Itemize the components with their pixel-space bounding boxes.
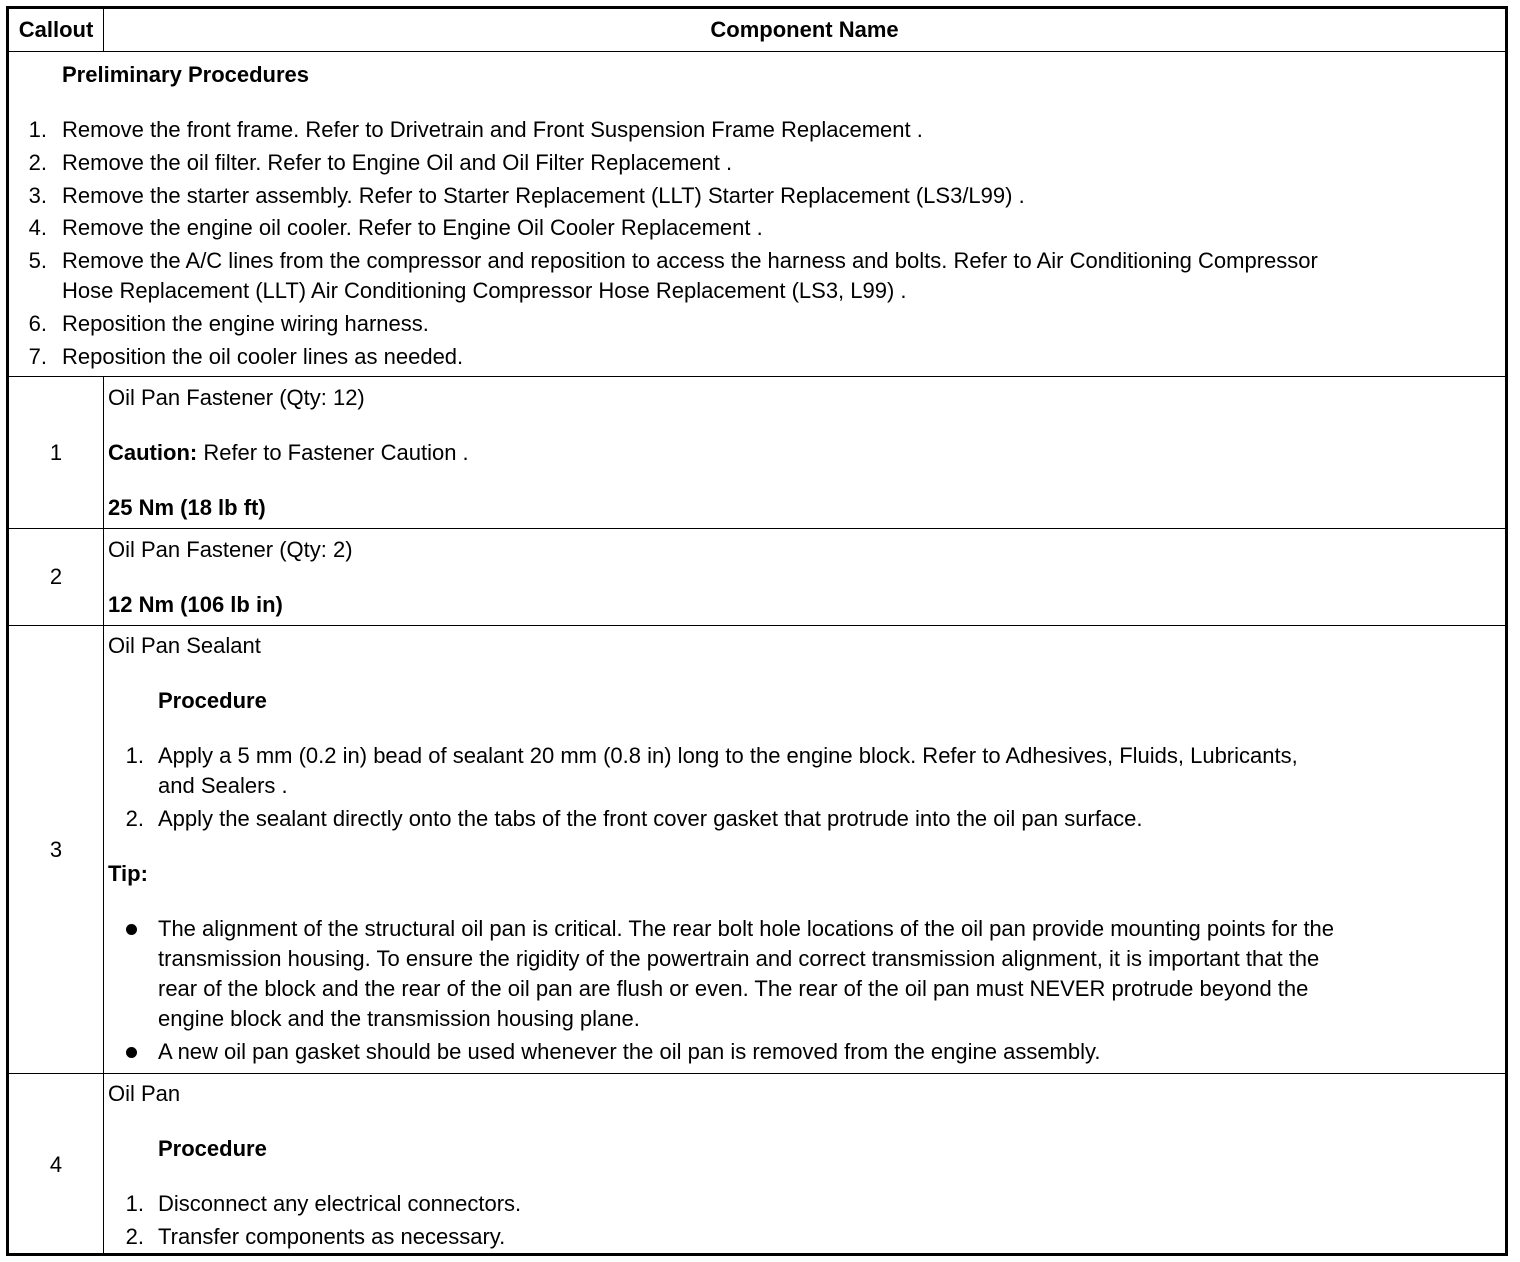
step-number: 5.	[28, 248, 47, 273]
component-cell	[104, 529, 1505, 625]
procedure-title: Procedure	[158, 688, 267, 713]
callout-number: 3	[9, 626, 104, 1073]
component-name: Oil Pan Fastener (Qty: 12)	[108, 385, 365, 410]
component-name: Oil Pan Sealant	[108, 633, 261, 658]
step-text: Transfer components as necessary.	[158, 1224, 506, 1249]
preliminary-title: Preliminary Procedures	[62, 62, 310, 87]
step-number: 2.	[28, 150, 47, 175]
step-text-continued: Hose Replacement (LLT) Air Conditioning Compressor Hose Replacement (LS3, L99) .	[62, 278, 907, 303]
bullet-icon	[126, 1047, 137, 1058]
step-text: Reposition the engine wiring harness.	[62, 311, 429, 336]
step-number: 1.	[125, 743, 144, 768]
step-number: 3.	[28, 183, 47, 208]
step-text: Remove the oil filter. Refer to Engine Oil and Oil Filter Replacement .	[62, 150, 733, 175]
component-name: Oil Pan	[108, 1081, 181, 1106]
callout-number: 4	[9, 1074, 104, 1256]
step-text: Disconnect any electrical connectors.	[158, 1191, 522, 1216]
caution-text: Refer to Fastener Caution .	[197, 440, 469, 465]
step-number: 4.	[28, 215, 47, 240]
step-text: Apply the sealant directly onto the tabs of the front cover gasket that protrude into the oil pan surface.	[158, 806, 1143, 831]
tip-text: A new oil pan gasket should be used whenever the oil pan is removed from the engine assembly.	[158, 1039, 1101, 1064]
table-row	[9, 528, 1505, 625]
step-text: Remove the A/C lines from the compressor and reposition to access the harness and bolts. Refer to Air Conditioning Compressor	[62, 248, 1318, 273]
component-name: Oil Pan Fastener (Qty: 2)	[108, 537, 353, 562]
caution-label: Caution:	[108, 440, 198, 465]
procedure-title: Procedure	[158, 1136, 267, 1161]
table-row	[9, 1073, 1505, 1256]
step-text: Remove the starter assembly. Refer to Starter Replacement (LLT) Starter Replacement (LS3/L99) .	[62, 183, 1025, 208]
step-number: 1.	[125, 1191, 144, 1216]
torque-spec: 12 Nm (106 lb in)	[108, 592, 283, 617]
tip-label: Tip:	[108, 861, 148, 886]
preliminary-procedures-row	[9, 51, 1505, 376]
component-cell	[104, 377, 1505, 528]
torque-spec: 25 Nm (18 lb ft)	[108, 495, 266, 520]
step-text: Reposition the oil cooler lines as needed.	[62, 344, 464, 369]
component-table	[6, 6, 1508, 1256]
table-row	[9, 625, 1505, 1073]
step-number: 2.	[125, 806, 144, 831]
tip-text-continued: transmission housing. To ensure the rigidity of the powertrain and correct transmission alignment, it is important that the	[158, 946, 1320, 971]
callout-column-header: Callout	[9, 9, 104, 51]
component-name-column-header: Component Name	[710, 17, 899, 42]
component-cell	[104, 626, 1505, 1073]
tip-text-continued: engine block and the transmission housing plane.	[158, 1006, 640, 1031]
tip-text: The alignment of the structural oil pan is critical. The rear bolt hole locations of the oil pan provide mounting points for the	[158, 916, 1335, 941]
tip-text-continued: rear of the block and the rear of the oil pan are flush or even. The rear of the oil pan must NEVER protrude beyond the	[158, 976, 1309, 1001]
callout-number: 1	[9, 377, 104, 528]
component-cell	[104, 1074, 1505, 1256]
step-number: 6.	[28, 311, 47, 336]
step-text: Remove the engine oil cooler. Refer to Engine Oil Cooler Replacement .	[62, 215, 763, 240]
step-text: Apply a 5 mm (0.2 in) bead of sealant 20 mm (0.8 in) long to the engine block. Refer to Adhesives, Fluids, Lubricants,	[158, 743, 1298, 768]
step-text-continued: and Sealers .	[158, 773, 288, 798]
step-number: 2.	[125, 1224, 144, 1249]
callout-number: 2	[9, 529, 104, 625]
bullet-icon	[126, 924, 137, 935]
table-header-row	[9, 9, 1505, 51]
step-text: Remove the front frame. Refer to Drivetrain and Front Suspension Frame Replacement .	[62, 117, 923, 142]
table-row	[9, 376, 1505, 528]
caution-note	[108, 438, 469, 468]
step-number: 1.	[28, 117, 47, 142]
step-number: 7.	[28, 344, 47, 369]
